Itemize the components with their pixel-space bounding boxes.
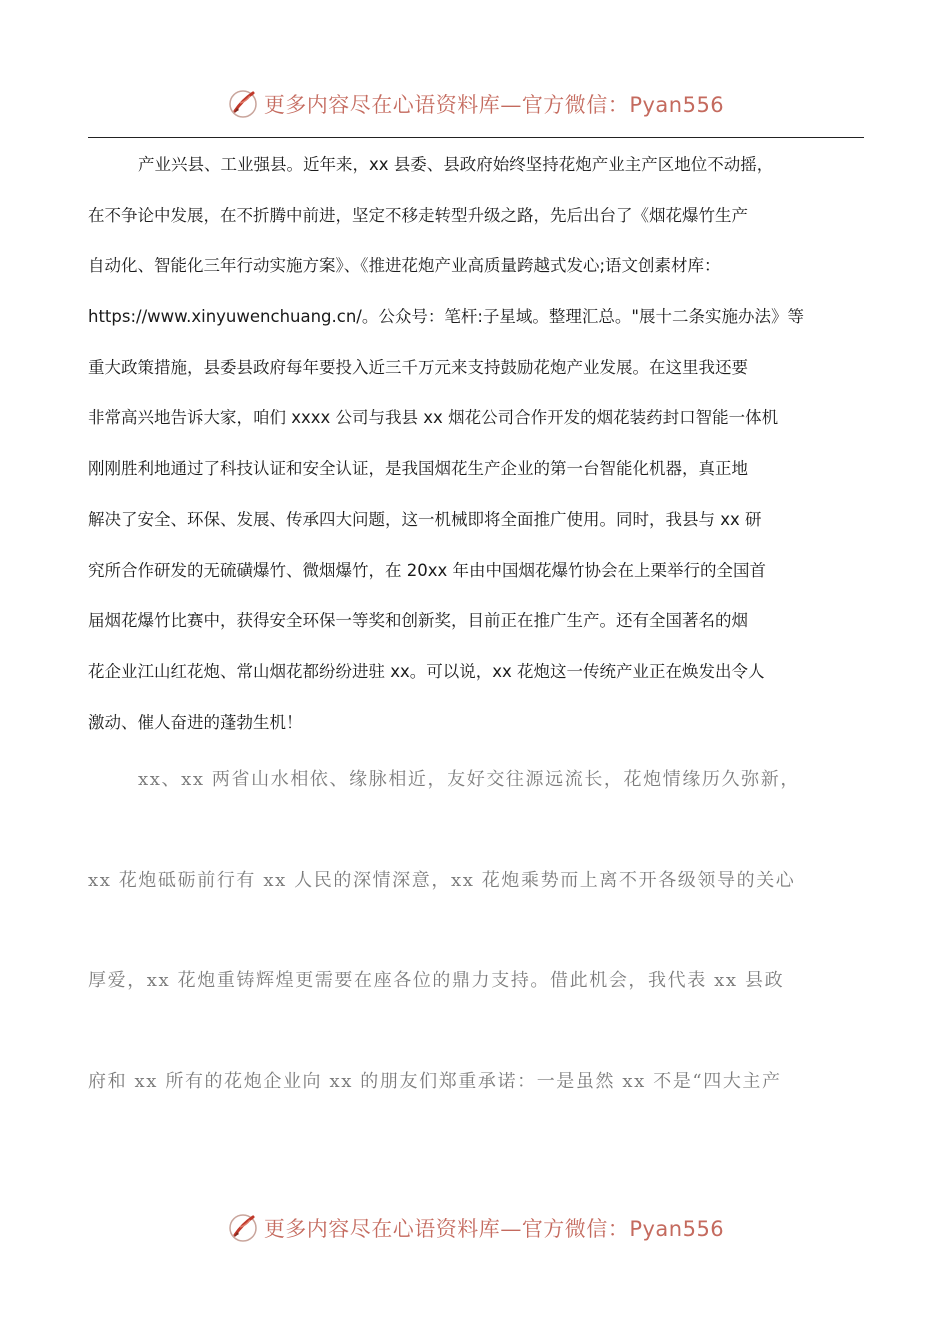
paragraph-2 bbox=[88, 755, 878, 1157]
pen-logo-icon bbox=[226, 87, 260, 121]
footer-banner bbox=[0, 1208, 950, 1248]
footer-contact-handle: Pyan556 bbox=[629, 1217, 725, 1241]
paragraph-1-line: 届烟花爆竹比赛中，获得安全环保一等奖和创新奖，目前正在推广生产。还有全国著名的烟 bbox=[88, 611, 748, 631]
paragraph-1-line: 刚刚胜利地通过了科技认证和安全认证，是我国烟花生产企业的第一台智能化机器，真正地 bbox=[88, 459, 748, 479]
paragraph-1-line: 在不争论中发展，在不折腾中前进，坚定不移走转型升级之路，先后出台了《烟花爆竹生产 bbox=[88, 205, 748, 225]
paragraph-1-line: 究所合作研发的无硫磺爆竹、微烟爆竹，在 20xx 年由中国烟花爆竹协会在上栗举行的全国首 bbox=[88, 560, 767, 580]
header-banner-text bbox=[264, 89, 724, 119]
paragraph-1-line: 重大政策措施，县委县政府每年要投入近三千万元来支持鼓励花炮产业发展。在这里我还要 bbox=[88, 357, 748, 377]
footer-contact-label: 官方微信： bbox=[521, 1217, 630, 1241]
paragraph-1-line: 激动、催人奋进的蓬勃生机！ bbox=[88, 712, 303, 732]
paragraph-1-line: 产业兴县、工业强县。近年来，xx 县委、县政府始终坚持花炮产业主产区地位不动摇， bbox=[138, 155, 774, 174]
paragraph-1-line: https://www.xinyuwenchuang.cn/。公众号：笔杆:子星域。整理汇总。"展十二条实施办法》等 bbox=[88, 307, 805, 327]
paragraph-2-line: 府和 xx 所有的花炮企业向 xx 的朋友们郑重承诺：一是虽然 xx 不是“四大主产 bbox=[88, 1070, 782, 1092]
paragraph-1-line: 解决了安全、环保、发展、传承四大问题，这一机械即将全面推广使用。同时，我县与 xx 研 bbox=[88, 509, 762, 529]
paragraph-1-line: 花企业江山红花炮、常山烟花都纷纷进驻 xx。可以说，xx 花炮这一传统产业正在焕发出令人 bbox=[88, 661, 765, 681]
header-banner bbox=[0, 84, 950, 124]
header-divider bbox=[88, 137, 864, 138]
header-contact-handle: Pyan556 bbox=[629, 93, 725, 117]
footer-separator: — bbox=[500, 1217, 522, 1241]
paragraph-1-line: 非常高兴地告诉大家，咱们 xxxx 公司与我县 xx 烟花公司合作开发的烟花装药封口智能一体机 bbox=[88, 408, 779, 428]
paragraph-2-line: xx、xx 两省山水相依、缘脉相近，友好交往源远流长，花炮情缘历久弥新， bbox=[138, 769, 800, 790]
header-contact-label: 官方微信： bbox=[521, 93, 630, 117]
paragraph-2-line: xx 花炮砥砺前行有 xx 人民的深情深意，xx 花炮乘势而上离不开各级领导的关心 bbox=[88, 869, 796, 891]
pen-logo-icon bbox=[226, 1211, 260, 1245]
paragraph-1 bbox=[88, 140, 868, 748]
paragraph-1-line: 自动化、智能化三年行动实施方案》、《推进花炮产业高质量跨越式发心;语文创素材库： bbox=[88, 256, 721, 276]
footer-brand-text: 更多内容尽在心语资料库 bbox=[263, 1217, 501, 1241]
footer-banner-text bbox=[264, 1213, 724, 1243]
paragraph-2-line: 厚爱，xx 花炮重铸辉煌更需要在座各位的鼎力支持。借此机会，我代表 xx 县政 bbox=[88, 970, 785, 991]
header-separator: — bbox=[500, 93, 522, 117]
header-brand-text: 更多内容尽在心语资料库 bbox=[263, 93, 501, 117]
